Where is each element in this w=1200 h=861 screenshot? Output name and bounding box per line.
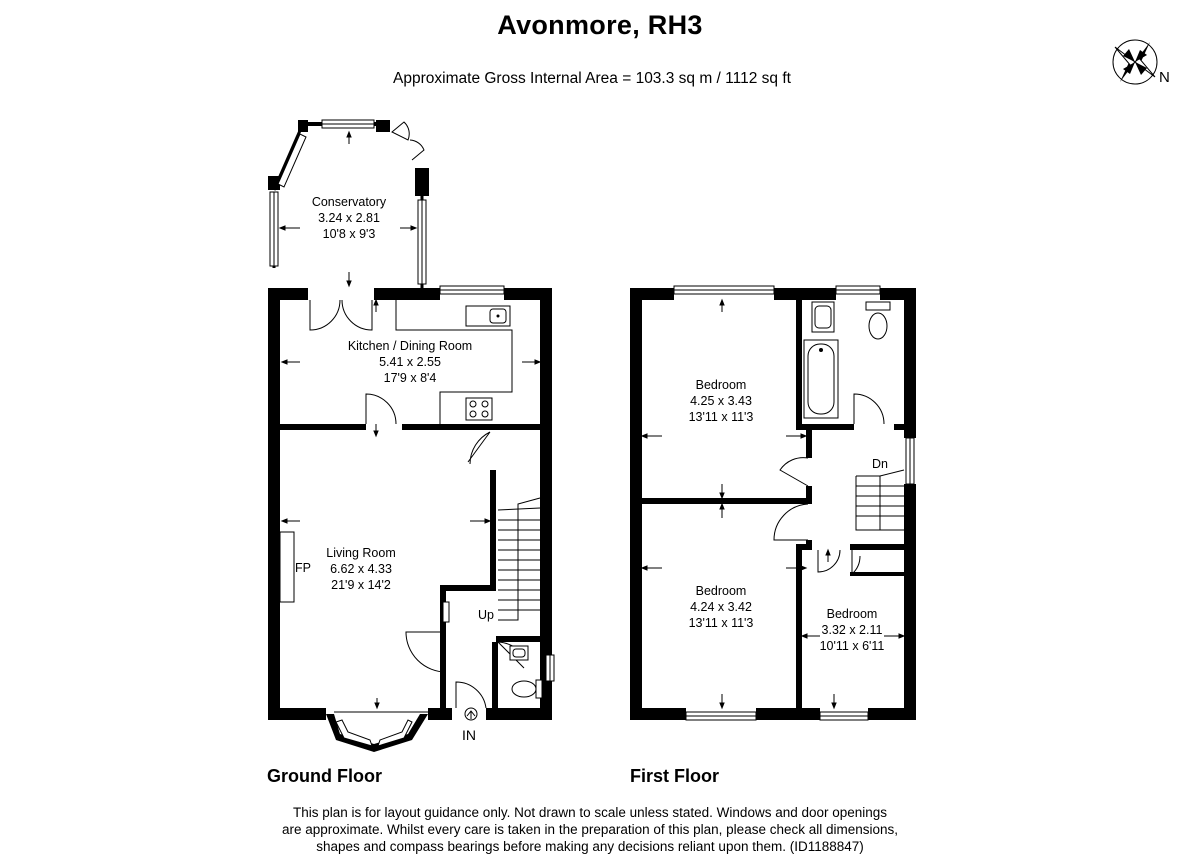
compass-rose-icon — [1113, 40, 1157, 84]
first-floor-plan — [630, 286, 916, 720]
cupboard-door — [852, 550, 860, 574]
disclaimer-line-2: are approximate. Whilst every care is taken in the preparation of this plan, please check all dimensions, — [281, 822, 899, 837]
bay-window — [326, 712, 428, 752]
bedroom3-name: Bedroom — [826, 607, 878, 621]
conservatory-french-doors — [310, 300, 372, 330]
bedroom3-metric: 3.32 x 2.11 — [821, 623, 883, 637]
living-room-imperial: 21'9 x 14'2 — [331, 578, 391, 592]
wc-basin-icon — [510, 646, 528, 660]
gross-area-text: Approximate Gross Internal Area = 103.3 sq m / 1112 sq ft — [393, 70, 791, 87]
bedroom1-imperial: 13'11 x 11'3 — [688, 410, 754, 424]
bathroom-door — [854, 394, 884, 424]
living-room-name: Living Room — [326, 546, 396, 560]
conservatory-imperial: 10'8 x 9'3 — [322, 227, 376, 241]
entrance-label: IN — [462, 727, 476, 743]
bathroom-basin-icon — [812, 302, 834, 332]
bedroom1-name: Bedroom — [695, 378, 747, 392]
bathtub-icon — [804, 340, 838, 418]
kitchen-imperial: 17'9 x 8'4 — [383, 371, 437, 385]
fireplace-label: FP — [295, 561, 311, 575]
disclaimer-line-3: shapes and compass bearings before making any decisions reliant upon them. (ID1188847) — [316, 839, 864, 854]
first-floor-label: First Floor — [630, 766, 719, 786]
hall-door — [468, 432, 490, 464]
stairs-up-label: Up — [478, 608, 494, 622]
ground-floor-stairs — [498, 498, 540, 620]
conservatory-name: Conservatory — [311, 195, 387, 209]
bedroom2-imperial: 13'11 x 11'3 — [688, 616, 754, 630]
ground-floor-label: Ground Floor — [267, 766, 382, 786]
bedroom2-metric: 4.24 x 3.42 — [690, 600, 752, 614]
compass-north-label: N — [1159, 69, 1170, 86]
first-floor-stairs — [856, 470, 904, 530]
bedroom1-metric: 4.25 x 3.43 — [690, 394, 752, 408]
fireplace — [280, 532, 294, 602]
entrance-arrow-icon — [465, 708, 477, 720]
first-floor-walls — [630, 286, 916, 720]
disclaimer — [250, 804, 930, 855]
conservatory-metric: 3.24 x 2.81 — [318, 211, 380, 225]
bedroom2-door — [774, 504, 808, 540]
stairs-down-label: Dn — [872, 457, 888, 471]
bathroom-toilet-icon — [866, 302, 890, 339]
plan-title: Avonmore, RH3 — [497, 10, 703, 40]
hob-icon — [466, 398, 492, 420]
kitchen-metric: 5.41 x 2.55 — [379, 355, 441, 369]
disclaimer-line-1: This plan is for layout guidance only. Not drawn to scale unless stated. Windows and door openings — [292, 805, 888, 820]
kitchen-name: Kitchen / Dining Room — [347, 339, 473, 353]
bedroom2-name: Bedroom — [695, 584, 747, 598]
bedroom3-imperial: 10'11 x 6'11 — [819, 639, 885, 653]
kitchen-door — [366, 394, 396, 424]
front-door — [456, 682, 486, 708]
toilet-icon — [512, 680, 542, 698]
ground-floor-plan — [268, 120, 554, 752]
bedroom1-door — [780, 458, 808, 486]
living-room-metric: 6.62 x 4.33 — [330, 562, 392, 576]
